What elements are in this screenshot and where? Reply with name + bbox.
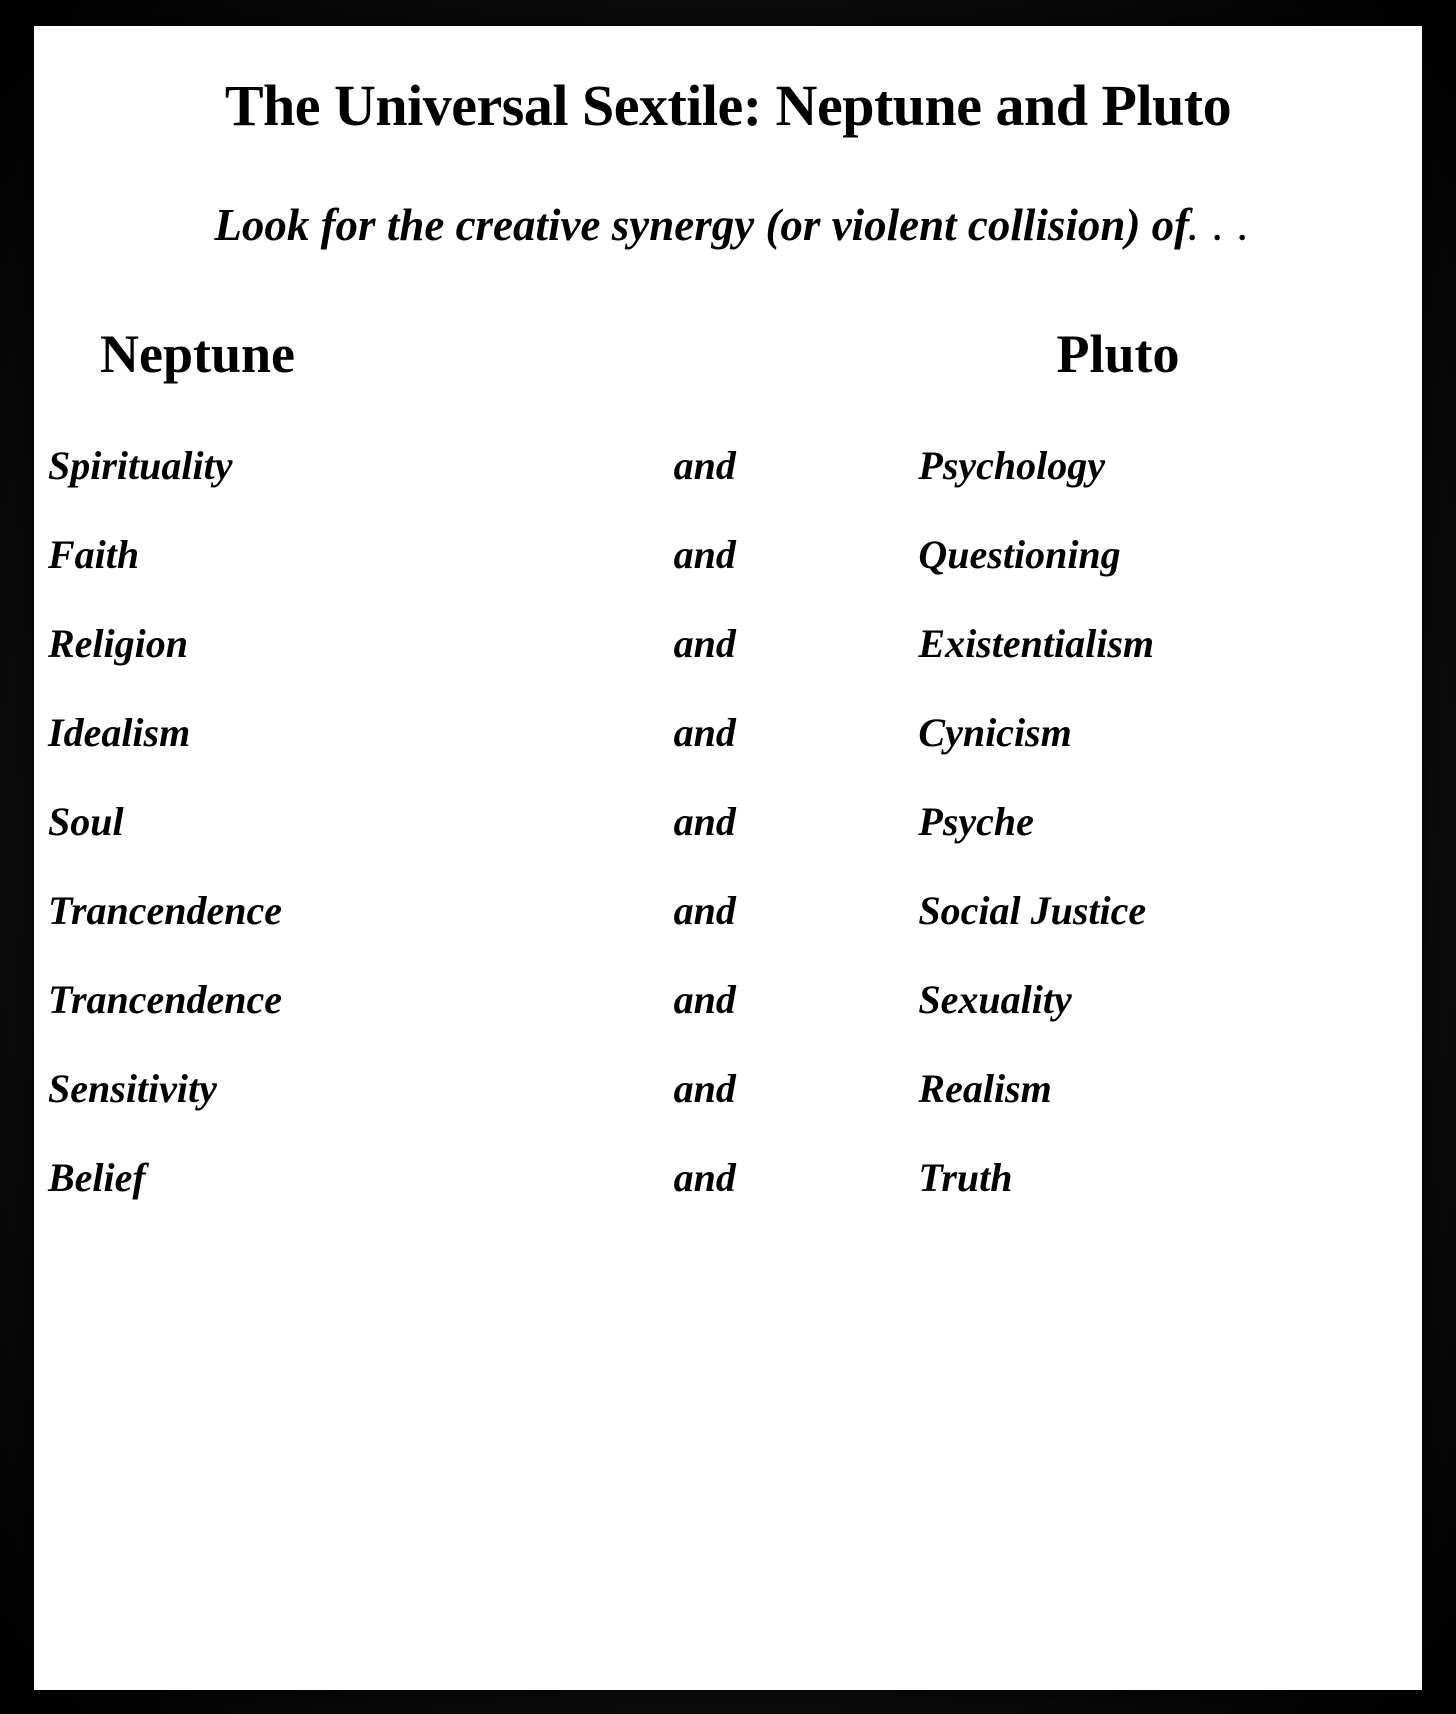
cell-pluto: Psyche <box>918 798 1034 844</box>
cell-neptune: Soul <box>48 798 124 844</box>
cell-pluto: Truth <box>918 1154 1013 1200</box>
cell-connector: and <box>673 620 736 666</box>
cell-neptune: Sensitivity <box>48 1065 217 1111</box>
slide-page <box>34 26 1422 1690</box>
table-row <box>48 955 1408 1044</box>
table-row <box>48 1133 1408 1222</box>
slide-content <box>48 38 1408 1678</box>
cell-pluto: Psychology <box>918 442 1106 488</box>
cell-pluto: Realism <box>918 1065 1052 1111</box>
cell-connector: and <box>673 976 736 1022</box>
cell-connector: and <box>673 887 736 933</box>
column-header-neptune: Neptune <box>100 323 296 384</box>
column-headers <box>48 323 1408 393</box>
cell-connector: and <box>673 531 736 577</box>
cell-pluto: Cynicism <box>918 709 1072 755</box>
table-row <box>48 777 1408 866</box>
cell-neptune: Religion <box>48 620 189 666</box>
page-title: The Universal Sextile: Neptune and Pluto <box>224 73 1232 138</box>
page-subtitle-text: Look for the creative synergy (or violent collision) of <box>214 199 1190 250</box>
cell-pluto: Social Justice <box>918 887 1147 933</box>
table-row <box>48 866 1408 955</box>
table-row <box>48 599 1408 688</box>
cell-connector: and <box>673 1154 736 1200</box>
cell-pluto: Existentialism <box>918 620 1154 666</box>
table-row <box>48 1044 1408 1133</box>
table-row <box>48 510 1408 599</box>
table-row <box>48 688 1408 777</box>
cell-pluto: Sexuality <box>918 976 1072 1022</box>
cell-neptune: Spirituality <box>48 442 233 488</box>
cell-connector: and <box>673 442 736 488</box>
table-row <box>48 421 1408 510</box>
cell-neptune: Belief <box>48 1154 146 1200</box>
pair-table <box>48 421 1408 1222</box>
cell-connector: and <box>673 798 736 844</box>
cell-neptune: Trancendence <box>48 976 283 1022</box>
cell-neptune: Idealism <box>48 709 191 755</box>
page-subtitle <box>48 199 1408 251</box>
cell-neptune: Trancendence <box>48 887 283 933</box>
cell-pluto: Questioning <box>918 531 1121 577</box>
cell-connector: and <box>673 1065 736 1111</box>
cell-connector: and <box>673 709 736 755</box>
page-subtitle-ellipsis: . . . <box>1189 210 1252 248</box>
column-header-pluto: Pluto <box>1056 323 1180 384</box>
cell-neptune: Faith <box>48 531 140 577</box>
